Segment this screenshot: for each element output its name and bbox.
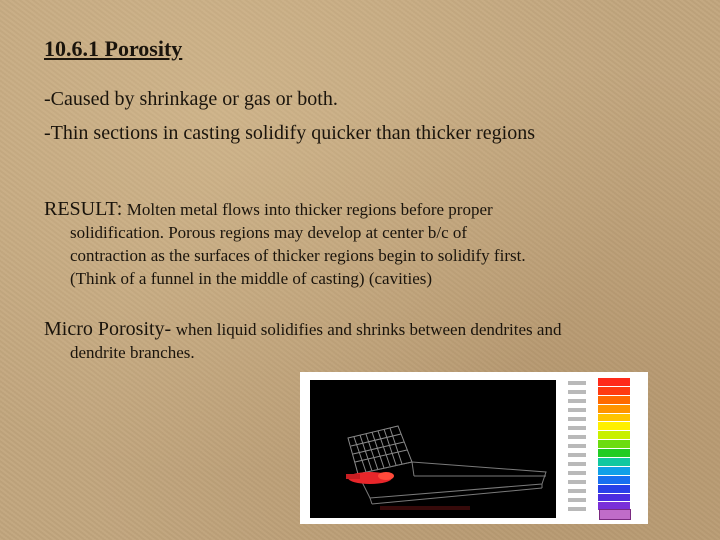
result-label: RESULT: [44,198,123,220]
casting-simulation-image [300,372,648,524]
result-line-2: solidification. Porous regions may develop at center b/c of [70,223,468,242]
micro-porosity-label: Micro Porosity- [44,318,172,340]
legend-button[interactable] [599,509,631,520]
thin-section-wireframe [358,462,546,504]
legend-value-labels [568,378,594,516]
color-legend [598,378,630,511]
legend-swatch [598,440,630,448]
slide-title: 10.6.1 Porosity [44,36,183,61]
bullet-thin-sections: -Thin sections in casting solidify quicker than thicker regions [44,122,535,144]
legend-swatch [598,378,630,386]
simulation-viewport [310,380,556,518]
legend-swatch [598,494,630,502]
thick-section-wireframe [348,426,412,474]
result-line-1: Molten metal flows into thicker regions before proper [126,200,493,219]
micro-porosity-paragraph [44,318,684,364]
legend-swatch [598,485,630,493]
legend-swatch [598,458,630,466]
result-line-3: contraction as the surfaces of thicker regions begin to solidify first. [70,246,526,265]
legend-swatch [598,449,630,457]
micro-porosity-line-1: when liquid solidifies and shrinks between dendrites and [175,320,562,339]
result-line-4: (Think of a funnel in the middle of casting) (cavities) [70,269,433,288]
legend-swatch [598,422,630,430]
legend-swatch [598,396,630,404]
legend-swatch [598,405,630,413]
legend-swatch [598,387,630,395]
legend-swatch [598,414,630,422]
casting-model-graphic [310,380,556,518]
legend-swatch [598,431,630,439]
micro-porosity-line-2: dendrite branches. [70,343,195,362]
legend-swatch [598,467,630,475]
result-paragraph [44,198,684,290]
bullet-cause: -Caused by shrinkage or gas or both. [44,88,338,110]
legend-swatch [598,476,630,484]
